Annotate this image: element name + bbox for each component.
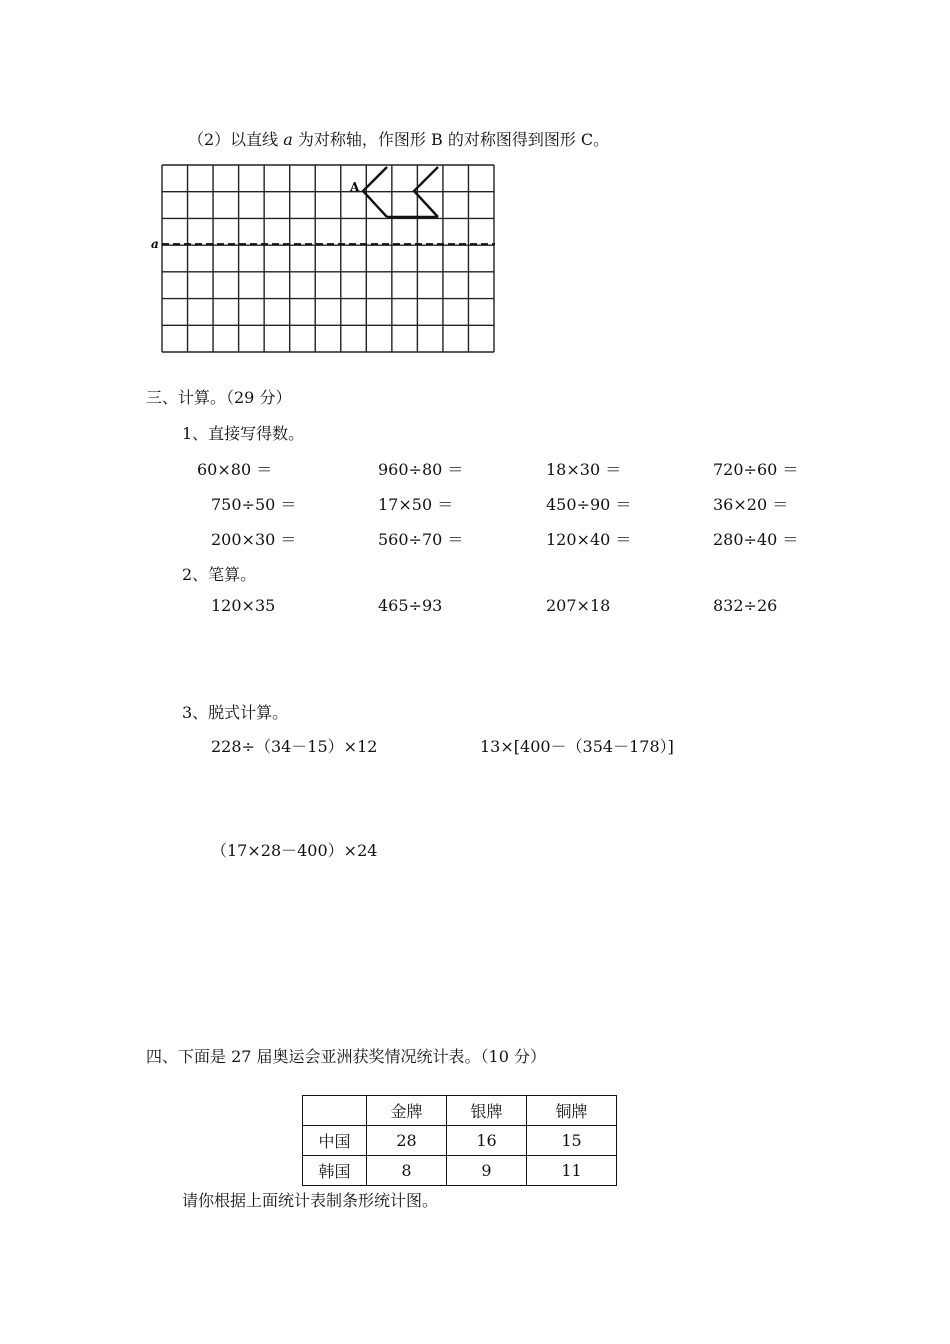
direct-item: 280÷40 ＝ xyxy=(713,530,799,549)
q2-prefix: （2）以直线 xyxy=(188,130,284,149)
table-cell: 15 xyxy=(527,1126,617,1156)
table-cell: 16 xyxy=(447,1126,527,1156)
table-row xyxy=(303,1126,617,1156)
axis-var: a xyxy=(283,130,293,149)
direct-item: 200×30 ＝ xyxy=(211,530,297,549)
q2-instruction xyxy=(188,127,609,150)
table-header-row xyxy=(303,1096,617,1126)
direct-item: 560÷70 ＝ xyxy=(378,530,464,549)
table-cell: 28 xyxy=(367,1126,447,1156)
direct-item: 960÷80 ＝ xyxy=(378,460,464,479)
table-cell: 韩国 xyxy=(303,1156,367,1186)
section4-instruction: 请你根据上面统计表制条形统计图。 xyxy=(182,1191,439,1210)
table-cell: 8 xyxy=(367,1156,447,1186)
table-cell: 11 xyxy=(527,1156,617,1186)
axis-label-a: a xyxy=(151,237,159,251)
direct-item: 36×20 ＝ xyxy=(713,495,789,514)
sub3-title: 3、脱式计算。 xyxy=(182,703,289,722)
table-cell: 9 xyxy=(447,1156,527,1186)
written-item: 207×18 xyxy=(546,596,611,615)
medal-table xyxy=(302,1095,617,1186)
section4-title: 四、下面是 27 届奥运会亚洲获奖情况统计表。（10 分） xyxy=(146,1047,546,1066)
table-corner-cell xyxy=(303,1096,367,1126)
table-cell: 中国 xyxy=(303,1126,367,1156)
grid-lines xyxy=(162,165,494,352)
table-header: 金牌 xyxy=(367,1096,447,1126)
sub1-title: 1、直接写得数。 xyxy=(182,424,305,443)
direct-item: 720÷60 ＝ xyxy=(713,460,799,479)
symmetry-grid xyxy=(150,160,500,360)
direct-item: 450÷90 ＝ xyxy=(546,495,632,514)
direct-item: 18×30 ＝ xyxy=(546,460,622,479)
table-row xyxy=(303,1156,617,1186)
written-item: 465÷93 xyxy=(378,596,443,615)
stepwise-item: 13×[400－（354－178）] xyxy=(480,737,674,756)
written-item: 120×35 xyxy=(211,596,276,615)
figure-label-A: A xyxy=(350,180,360,194)
direct-item: 750÷50 ＝ xyxy=(211,495,297,514)
q2-suffix: 为对称轴，作图形 B 的对称图得到图形 C。 xyxy=(292,130,610,149)
direct-item: 17×50 ＝ xyxy=(378,495,454,514)
section3-title: 三、计算。（29 分） xyxy=(146,388,292,407)
stepwise-item: （17×28－400）×24 xyxy=(211,841,378,860)
direct-item: 60×80 ＝ xyxy=(197,460,273,479)
table-header: 银牌 xyxy=(447,1096,527,1126)
sub2-title: 2、笔算。 xyxy=(182,565,257,584)
direct-item: 120×40 ＝ xyxy=(546,530,632,549)
stepwise-item: 228÷（34－15）×12 xyxy=(211,737,378,756)
table-header: 铜牌 xyxy=(527,1096,617,1126)
written-item: 832÷26 xyxy=(713,596,778,615)
